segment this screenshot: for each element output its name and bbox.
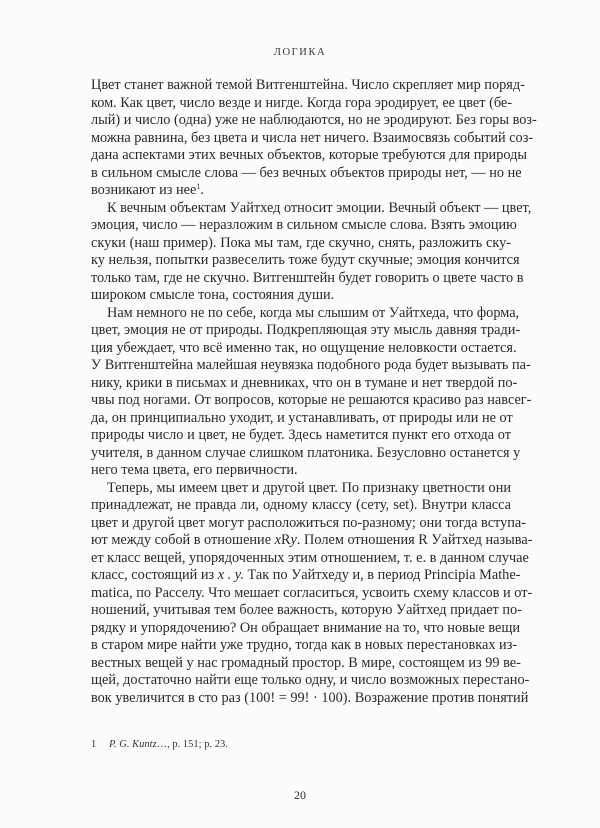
paragraph xyxy=(91,77,537,200)
text-segment: y xyxy=(290,532,297,548)
text-line: принадлежат, не правда ли, одному классу (сету, set). Внутри класса xyxy=(91,497,511,513)
text-line: него тема цвета, его первичности. xyxy=(91,462,298,478)
text-segment: x xyxy=(274,532,281,548)
text-line: matica, по Расселу. Что мешает согласиться, усвоить схему классов и от- xyxy=(91,584,533,601)
paragraph xyxy=(91,304,532,480)
page-number: 20 xyxy=(294,788,306,802)
text-segment: . Полем отношения R Уайтхед называ- xyxy=(296,532,533,548)
text-line: ет класс вещей, упорядоченных этим отношением, т. е. в данном случае xyxy=(91,549,529,566)
footnote-author: P. G. Kuntz xyxy=(109,739,157,750)
text-line: К вечным объектам Уайтхед относит эмоции. Вечный объект — цвет, xyxy=(107,199,532,216)
text-line: У Витгенштейна малейшая неувязка подобного рода будет вызывать па- xyxy=(91,357,531,373)
text-segment: R xyxy=(281,532,291,548)
text-segment: Так по Уайтхеду и, в период Principia Mathe- xyxy=(243,567,521,583)
text-line: учителя, в данном случае слишком платоника. Безусловно останется у xyxy=(91,444,521,461)
text-line: щей, достаточно найти еще только одну, и число возможных перестано- xyxy=(91,672,530,688)
running-header: ЛОГИКА xyxy=(273,47,327,58)
text-line: вок увеличится в сто раз (100! = 99! · 100). Возражение против понятий xyxy=(91,689,529,706)
body-text xyxy=(91,77,537,707)
text-line: Нам немного не по себе, когда мы слышим от Уайтхеда, что форма, xyxy=(107,304,520,321)
text-segment: класс, состоящий из xyxy=(91,567,218,583)
text-line xyxy=(91,532,533,550)
footnote-ref: 1 xyxy=(196,182,201,191)
text-line: ношений, учитывая тем более важность, которую Уайтхед придает по- xyxy=(91,602,522,618)
text-line: цвет, эмоция не от природы. Подкрепляющая эту мысль давняя тради- xyxy=(91,322,521,338)
text-line xyxy=(91,567,521,585)
text-line: эмоция, число — неразложим в сильном смысле слова. Взять эмоцию xyxy=(91,217,517,233)
text-line: вестных вещей у нас громадный простор. В мире, состоящем из 99 ве- xyxy=(91,654,521,671)
text-line: цвет и другой цвет могут расположиться по-разному; они тогда вступа- xyxy=(91,514,527,531)
footnote-number: 1 xyxy=(91,739,97,750)
text-line: скуки (наш пример). Пока мы там, где скучно, снять, разложить ску- xyxy=(91,234,511,251)
text-line: рядку и упорядочению? Он обращает внимание на то, что новые вещи xyxy=(91,619,521,636)
text-line: ку нельзя, попытки развеселить тоже будут скучные; эмоция кончится xyxy=(91,252,520,268)
footnote-reference: …, p. 151; p. 23. xyxy=(156,739,228,750)
text-segment: x . y. xyxy=(217,567,244,583)
text-line: дана аспектами этих вечных объектов, которые требуются для природы xyxy=(91,147,527,163)
text-segment: возникают из нее xyxy=(91,182,197,198)
text-line: Теперь, мы имеем цвет и другой цвет. По признаку цветности они xyxy=(107,479,511,496)
text-line: в сильном смысле слова — без вечных объектов природы нет, — но не xyxy=(91,164,522,181)
text-line: можна равнина, без цвета и числа нет ничего. Взаимосвязь событий соз- xyxy=(91,129,534,146)
footnote xyxy=(91,739,228,750)
text-line: природы число и цвет, не будет. Здесь наметится пункт его отхода от xyxy=(91,427,511,443)
text-line: ком. Как цвет, число везде и нигде. Когда гора эродирует, ее цвет (бе- xyxy=(91,94,513,111)
text-line: чвы под ногами. От вопросов, которые не решаются красиво раз навсег- xyxy=(91,392,532,408)
paragraph xyxy=(91,479,533,708)
text-line: нику, крики в письмах и дневниках, что он в тумане и нет твердой по- xyxy=(91,374,518,391)
text-line: только там, где не скучно. Витгенштейн будет говорить о цвете часто в xyxy=(91,269,524,286)
text-segment: . xyxy=(200,182,204,198)
text-line: широком смысле тона, состояния души. xyxy=(91,287,335,303)
text-line: Цвет станет важной темой Витгенштейна. Число скрепляет мир поряд- xyxy=(91,77,525,93)
text-line xyxy=(91,182,511,200)
text-line: лый) и число (одна) уже не наблюдаются, но не эродируют. Без горы воз- xyxy=(91,112,537,128)
text-line: ция убеждает, что всё именно так, но ощущение неловкости остается. xyxy=(91,339,517,356)
text-segment: ют между собой в отношение xyxy=(91,532,275,548)
paragraph xyxy=(91,199,532,305)
text-line: да, он принципиально уходит, и устанавливать, от природы или не от xyxy=(91,409,513,426)
text-line: в старом мире найти уже трудно, тогда как в новых перестановках из- xyxy=(91,637,518,653)
